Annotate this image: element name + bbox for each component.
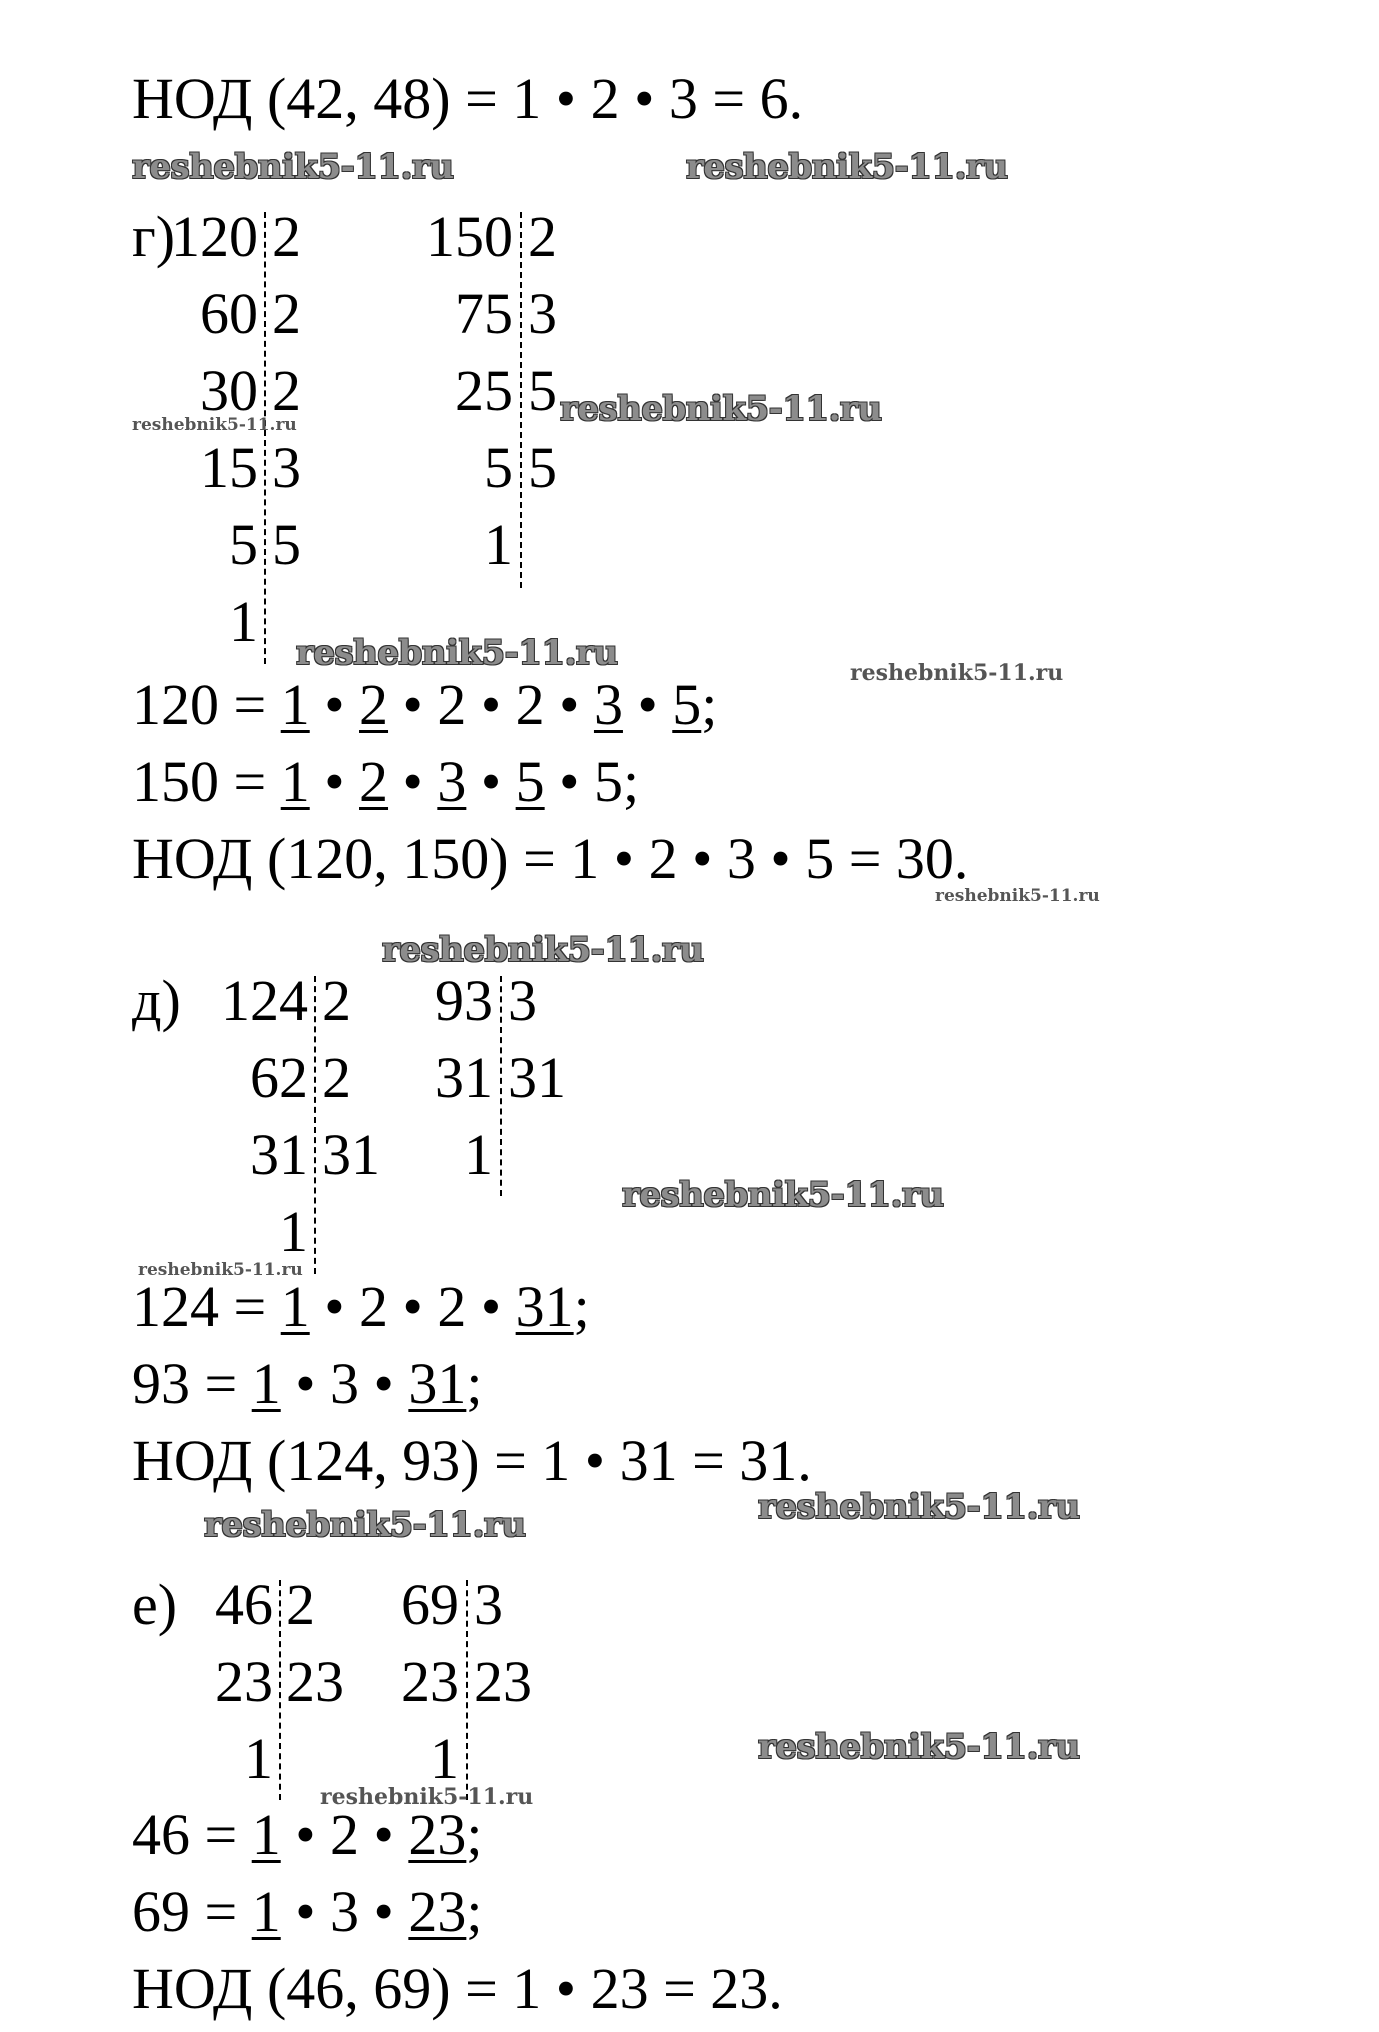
d-right-number: 1 <box>464 1122 493 1187</box>
e-factor-eq-46 <box>132 1802 483 1867</box>
e-left-number: 23 <box>215 1649 273 1714</box>
g-right-number: 1 <box>484 512 513 577</box>
e-right-divider <box>466 1580 468 1800</box>
e-left-divisor: 23 <box>286 1649 344 1714</box>
d-left-number: 62 <box>250 1045 308 1110</box>
eq-underlined-factor: 31 <box>515 1274 574 1339</box>
eq-sep: • 3 • <box>280 1351 409 1416</box>
g-right-number: 25 <box>455 358 513 423</box>
watermark: reshebnik5-11.ru <box>382 930 704 970</box>
d-right-divisor: 3 <box>508 968 537 1033</box>
e-left-divider <box>279 1580 281 1800</box>
d-gcd-line: НОД (124, 93) = 1 • 31 = 31. <box>132 1428 812 1493</box>
eq-sep: • <box>622 672 673 737</box>
g-factor-eq-150 <box>132 749 640 814</box>
g-right-divisor: 5 <box>528 358 557 423</box>
eq-underlined-factor: 23 <box>408 1802 467 1867</box>
g-left-divisor: 2 <box>272 358 301 423</box>
eq-lhs: 69 = <box>132 1879 252 1944</box>
eq-sep: • 5; <box>544 749 640 814</box>
e-factor-eq-69 <box>132 1879 483 1944</box>
eq-underlined-factor: 2 <box>359 749 389 814</box>
eq-sep: ; <box>466 1802 483 1867</box>
eq-underlined-factor: 2 <box>359 672 389 737</box>
eq-underlined-factor: 1 <box>251 1879 281 1944</box>
section-g-label: г) <box>132 204 176 269</box>
eq-sep: • 2 • 2 • <box>309 1274 516 1339</box>
eq-lhs: 93 = <box>132 1351 252 1416</box>
eq-underlined-factor: 1 <box>251 1802 281 1867</box>
section-d-label: д) <box>132 968 181 1033</box>
e-right-number: 23 <box>401 1649 459 1714</box>
e-gcd-line: НОД (46, 69) = 1 • 23 = 23. <box>132 1956 783 2021</box>
g-left-number: 30 <box>200 358 258 423</box>
watermark: reshebnik5-11.ru <box>204 1505 526 1545</box>
eq-underlined-factor: 1 <box>280 749 310 814</box>
eq-lhs: 124 = <box>132 1274 281 1339</box>
watermark: reshebnik5-11.ru <box>296 633 618 673</box>
e-left-number: 46 <box>215 1572 273 1637</box>
g-left-number: 120 <box>171 204 258 269</box>
g-left-number: 15 <box>200 435 258 500</box>
d-right-divider <box>500 976 502 1196</box>
watermark: reshebnik5-11.ru <box>132 415 297 435</box>
g-right-divisor: 3 <box>528 281 557 346</box>
d-right-divisor: 31 <box>508 1045 566 1110</box>
d-left-divider <box>314 976 316 1274</box>
watermark: reshebnik5-11.ru <box>686 147 1008 187</box>
e-right-divisor: 23 <box>474 1649 532 1714</box>
eq-sep: • 3 • <box>280 1879 409 1944</box>
g-left-number: 60 <box>200 281 258 346</box>
g-left-divisor: 3 <box>272 435 301 500</box>
eq-sep: • <box>466 749 516 814</box>
g-right-divider <box>520 212 522 588</box>
eq-sep: • <box>388 749 438 814</box>
eq-underlined-factor: 1 <box>280 672 310 737</box>
e-left-divisor: 2 <box>286 1572 315 1637</box>
watermark: reshebnik5-11.ru <box>560 389 882 429</box>
g-right-divisor: 2 <box>528 204 557 269</box>
d-factor-eq-93 <box>132 1351 483 1416</box>
eq-underlined-factor: 3 <box>593 672 623 737</box>
eq-sep: ; <box>573 1274 590 1339</box>
g-left-divider <box>264 212 266 664</box>
eq-underlined-factor: 23 <box>408 1879 467 1944</box>
eq-sep: ; <box>466 1351 483 1416</box>
watermark: reshebnik5-11.ru <box>758 1487 1080 1527</box>
eq-lhs: 150 = <box>132 749 281 814</box>
d-left-number: 31 <box>250 1122 308 1187</box>
eq-sep: • <box>309 672 360 737</box>
eq-sep: • <box>309 749 360 814</box>
eq-sep: • 2 • 2 • <box>388 672 594 737</box>
eq-sep: ; <box>466 1879 483 1944</box>
watermark: reshebnik5-11.ru <box>132 147 454 187</box>
g-left-number: 1 <box>229 589 258 654</box>
watermark: reshebnik5-11.ru <box>758 1727 1080 1767</box>
eq-underlined-factor: 5 <box>672 672 702 737</box>
gcd-42-48-line: НОД (42, 48) = 1 • 2 • 3 = 6. <box>132 66 804 131</box>
eq-sep: • 2 • <box>280 1802 409 1867</box>
d-left-number: 124 <box>221 968 308 1033</box>
d-right-number: 93 <box>435 968 493 1033</box>
g-gcd-line: НОД (120, 150) = 1 • 2 • 3 • 5 = 30. <box>132 826 969 891</box>
g-right-number: 5 <box>484 435 513 500</box>
eq-underlined-factor: 5 <box>515 749 545 814</box>
g-right-divisor: 5 <box>528 435 557 500</box>
g-factor-eq-120 <box>132 672 718 737</box>
g-left-divisor: 2 <box>272 281 301 346</box>
watermark: reshebnik5-11.ru <box>320 1784 534 1810</box>
g-right-number: 150 <box>426 204 513 269</box>
d-left-divisor: 31 <box>322 1122 380 1187</box>
eq-sep: ; <box>701 672 718 737</box>
eq-lhs: 120 = <box>132 672 281 737</box>
d-factor-eq-124 <box>132 1274 590 1339</box>
eq-underlined-factor: 3 <box>437 749 467 814</box>
g-right-number: 75 <box>455 281 513 346</box>
section-e-label: е) <box>132 1572 178 1637</box>
g-left-divisor: 2 <box>272 204 301 269</box>
eq-lhs: 46 = <box>132 1802 252 1867</box>
e-right-number: 69 <box>401 1572 459 1637</box>
eq-underlined-factor: 1 <box>280 1274 310 1339</box>
watermark: reshebnik5-11.ru <box>850 660 1064 686</box>
eq-underlined-factor: 31 <box>408 1351 467 1416</box>
d-left-divisor: 2 <box>322 1045 351 1110</box>
watermark: reshebnik5-11.ru <box>138 1260 303 1280</box>
d-right-number: 31 <box>435 1045 493 1110</box>
watermark: reshebnik5-11.ru <box>622 1175 944 1215</box>
e-right-divisor: 3 <box>474 1572 503 1637</box>
g-left-divisor: 5 <box>272 512 301 577</box>
d-left-number: 1 <box>279 1199 308 1264</box>
eq-underlined-factor: 1 <box>251 1351 281 1416</box>
e-right-number: 1 <box>430 1726 459 1791</box>
g-left-number: 5 <box>229 512 258 577</box>
d-left-divisor: 2 <box>322 968 351 1033</box>
watermark: reshebnik5-11.ru <box>935 886 1100 906</box>
e-left-number: 1 <box>244 1726 273 1791</box>
